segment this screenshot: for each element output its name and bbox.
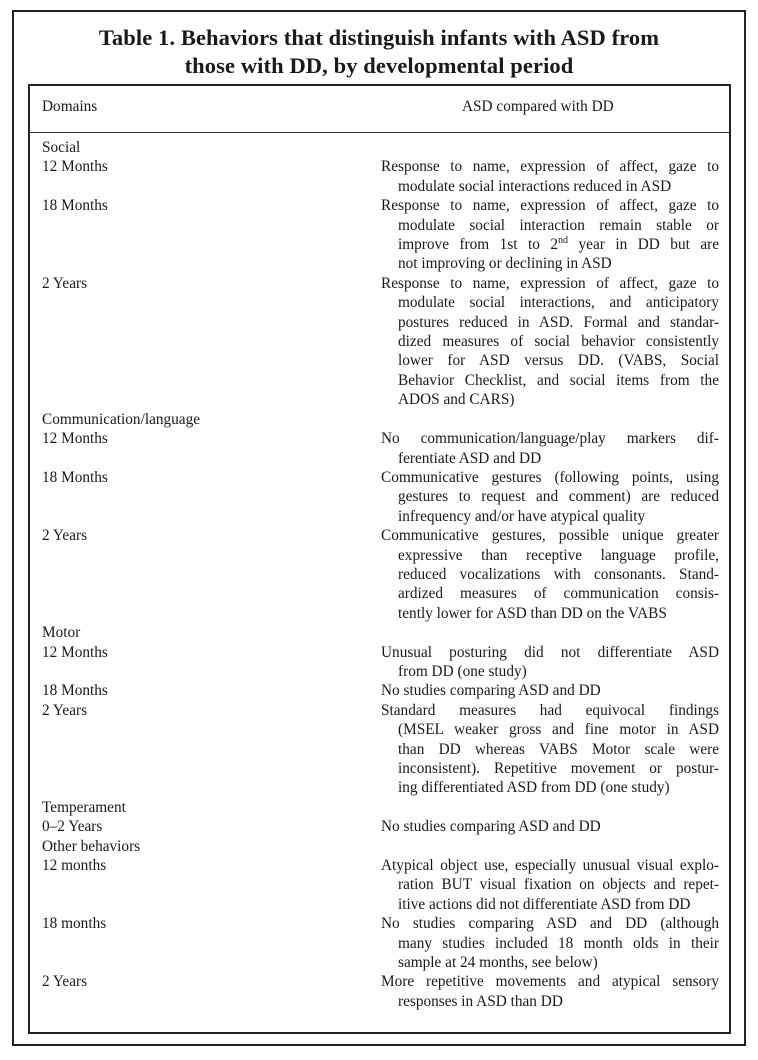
table-row (30, 681, 729, 700)
finding-text: Response to name, expression of affect, gaze to (381, 274, 719, 292)
table-row (30, 526, 729, 623)
finding-text: year in DD but are (568, 236, 719, 254)
finding-text: dized measures of social behavior consistently (398, 333, 719, 351)
finding-text: modulate social interactions, and anticipatory (398, 294, 719, 312)
finding-text: reduced vocalizations with consonants. Stand- (398, 565, 719, 583)
table-row (30, 429, 729, 468)
period-cell: 2 Years (42, 973, 88, 991)
finding-line (381, 740, 719, 759)
finding-line (381, 487, 719, 506)
finding-line (381, 681, 719, 700)
finding-cell (381, 643, 719, 682)
finding-text: gestures to request and comment) are reduced (398, 488, 719, 506)
finding-line (381, 817, 719, 836)
table-row (30, 468, 729, 526)
finding-text: itive actions did not differentiate ASD from DD (398, 895, 691, 913)
finding-line (381, 934, 719, 953)
finding-text: Response to name, expression of affect, gaze to (381, 158, 719, 176)
finding-cell (381, 972, 719, 1011)
finding-line (381, 953, 719, 972)
finding-text: Communicative gestures (following points, using (381, 468, 719, 486)
finding-line (381, 759, 719, 778)
finding-line (381, 157, 719, 176)
finding-line (381, 701, 719, 720)
finding-text: Atypical object use, especially unusual visual explo- (381, 857, 719, 875)
table-row (30, 274, 729, 410)
finding-text: Unusual posturing did not differentiate ASD (381, 643, 719, 661)
finding-line (381, 992, 719, 1011)
period-cell: 0–2 Years (42, 818, 103, 836)
finding-text: modulate social interactions reduced in ASD (398, 177, 672, 195)
table-title-line-1: Table 1. Behaviors that distinguish infants with ASD from (98, 25, 660, 50)
finding-text: ardized measures of communication consis- (398, 585, 719, 603)
period-cell: 18 months (42, 915, 107, 933)
table-body-frame (28, 84, 731, 1034)
finding-text: inconsistent). Repetitive movement or postur- (398, 760, 719, 777)
table-row (30, 157, 729, 196)
finding-text: ration BUT visual fixation on objects and repet- (398, 876, 719, 894)
table-row (30, 914, 729, 972)
finding-line (381, 778, 719, 797)
finding-line (381, 216, 719, 235)
finding-text: No studies comparing ASD and DD (381, 682, 601, 700)
table-title-line-2: those with DD, by developmental period (184, 53, 574, 78)
period-cell: 2 Years (42, 274, 88, 292)
finding-cell (381, 196, 719, 274)
finding-line (381, 351, 719, 370)
finding-text: ferentiate ASD and DD (398, 449, 542, 467)
finding-line (381, 177, 719, 196)
column-header-asd-vs-dd: ASD compared with DD (462, 98, 614, 115)
finding-cell (381, 914, 719, 972)
finding-line (381, 390, 719, 409)
period-cell: 12 Months (42, 643, 108, 661)
finding-line (381, 895, 719, 914)
finding-text: infrequency and/or have atypical quality (398, 507, 646, 525)
period-cell: 12 Months (42, 158, 108, 176)
finding-text: Response to name, expression of affect, gaze to (381, 197, 719, 215)
finding-text: No communication/language/play markers dif- (381, 430, 719, 448)
period-cell: 12 months (42, 857, 107, 875)
finding-line (381, 371, 719, 390)
finding-line (381, 468, 719, 487)
period-cell: 18 Months (42, 682, 108, 700)
finding-cell (381, 468, 719, 526)
finding-line (381, 643, 719, 662)
finding-text: than DD whereas VABS Motor scale were (398, 740, 719, 758)
finding-line (381, 196, 719, 215)
finding-cell (381, 274, 719, 410)
finding-line (381, 293, 719, 312)
table-body (30, 138, 729, 1011)
domain-category: Temperament (42, 798, 126, 816)
finding-text: improve from 1st to 2 (398, 236, 559, 254)
finding-line (381, 914, 719, 933)
finding-text: No studies comparing ASD and DD (381, 818, 601, 836)
finding-line (381, 875, 719, 894)
finding-text: responses in ASD than DD (398, 992, 563, 1010)
finding-text: lower for ASD versus DD. (VABS, Social (398, 352, 719, 370)
finding-line (381, 332, 719, 351)
finding-line (381, 429, 719, 448)
finding-text: No studies comparing ASD and DD (although (381, 915, 719, 933)
finding-text: Communicative gestures, possible unique greater (381, 527, 719, 545)
finding-cell (381, 817, 719, 836)
finding-line (381, 565, 719, 584)
ordinal-superscript: nd (558, 234, 569, 246)
finding-line (381, 235, 719, 254)
finding-text: (MSEL weaker gross and fine motor in ASD (398, 721, 719, 739)
finding-text: expressive than receptive language profile, (398, 546, 719, 564)
finding-line (381, 254, 719, 273)
finding-cell (381, 526, 719, 623)
finding-cell (381, 701, 719, 798)
finding-text: from DD (one study) (398, 662, 527, 680)
finding-cell (381, 681, 719, 700)
domain-category: Communication/language (42, 410, 201, 428)
finding-line (381, 604, 719, 623)
period-cell: 18 Months (42, 468, 108, 486)
table-title (14, 24, 744, 80)
table-row (30, 643, 729, 682)
column-header-domains: Domains (42, 98, 98, 115)
finding-line (381, 313, 719, 332)
table-header-row (30, 86, 729, 133)
domain-category: Other behaviors (42, 837, 141, 855)
finding-cell (381, 856, 719, 914)
finding-line (381, 584, 719, 603)
table-frame (12, 10, 746, 1046)
finding-text: postures reduced in ASD. Formal and standar- (398, 313, 719, 331)
finding-cell (381, 157, 719, 196)
finding-line (381, 720, 719, 739)
finding-text: ADOS and CARS) (398, 391, 515, 409)
finding-text: Standard measures had equivocal findings (381, 701, 719, 719)
period-cell: 2 Years (42, 701, 88, 719)
table-row (30, 196, 729, 274)
table-row (30, 972, 729, 1011)
finding-text: Behavior Checklist, and social items from the (398, 371, 719, 389)
finding-line (381, 546, 719, 565)
finding-cell (381, 429, 719, 468)
finding-line (381, 507, 719, 526)
finding-text: tently lower for ASD than DD on the VABS (398, 604, 667, 622)
domain-category: Motor (42, 624, 81, 642)
period-cell: 2 Years (42, 527, 88, 545)
finding-text: ing differentiated ASD from DD (one study) (398, 779, 670, 797)
domain-category: Social (42, 139, 81, 156)
finding-line (381, 274, 719, 293)
period-cell: 12 Months (42, 430, 108, 448)
finding-line (381, 856, 719, 875)
finding-text: many studies included 18 month olds in their (398, 934, 719, 952)
table-row (30, 856, 729, 914)
period-cell: 18 Months (42, 197, 108, 215)
finding-line (381, 526, 719, 545)
finding-text: modulate social interaction remain stable or (398, 216, 719, 234)
table-row (30, 817, 729, 836)
finding-text: sample at 24 months, see below) (398, 954, 598, 972)
finding-line (381, 449, 719, 468)
finding-text: not improving or declining in ASD (398, 255, 612, 273)
table-row (30, 701, 729, 798)
finding-line (381, 972, 719, 991)
finding-line (381, 662, 719, 681)
finding-text: More repetitive movements and atypical sensory (381, 973, 719, 991)
